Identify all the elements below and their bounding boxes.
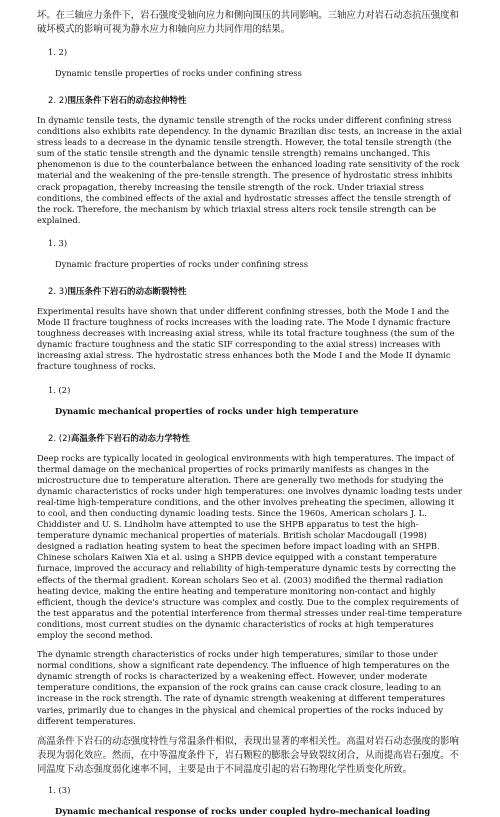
section-subtitle: Dynamic tensile properties of rocks under confining stress [55,68,302,78]
heading-text: 高温条件下岩石的动态力学特性 [70,433,190,444]
section-heading [48,286,465,298]
document-page [37,9,465,817]
body-paragraph: Experimental results have shown that under different confining stresses, both the Mode I and the Mode II fracture toughness of rocks increases with the loading rate. The Mode I dynamic fracture toughness decreases with increasing axial stress, while its total fracture toughness (the sum of the dynamic fracture toughness and the static SIF corresponding to the axial stress) increases with increasing axial stress. The hydrostatic stress enhances both the Mode I and the Mode II dynamic fracture toughness of rocks. [37,305,455,372]
section-subtitle: Dynamic fracture properties of rocks under confining stress [55,258,309,269]
list-number: 1. (2) [48,384,71,395]
body-paragraph: The dynamic strength characteristics of rocks under high temperatures, similar to those under normal conditions, show a significant rate dependency. The influence of high temperatures on the dynamic strength of rocks is characterized by a weakening effect. However, under moderate temperature conditions, the expansion of the rock grains can cause crack closure, leading to an increase in the rock strength. The rate of dynamic strength weakening at different temperatures varies, primarily due to changes in the physical and chemical properties of the rocks induced by different temperatures. [37,649,450,726]
body-paragraph: Deep rocks are typically located in geological environments with high temperatures. The impact of thermal damage on the mechanical properties of rocks primarily manifests as changes in the microstructure due to temperature alteration. There are generally two methods for studying the dynamic characteristics of rocks under high temperatures: one involves dynamic loading tests under real-time high-temperature conditions, and the other involves preheating the specimen, allowing it to cool, and then conducting dynamic loading tests. Since the 1960s, American scholars J. L. Chiddister and U. S. Lindholm have attempted to use the SHPB apparatus to test the high-temperature dynamic mechanical properties of materials. British scholar Macdougall (1998) designed a radiation heating system to heat the specimen before impact loading with an SHPB. Chinese scholars Kaiwen Xia et al. using a SHPB device equipped with a constant temperature furnace, improved the accuracy and reliability of high-temperature dynamic tests by correcting the effects of the thermal gradient. Korean scholars Seo et al. (2003) modified the thermal radiation heating device, making the entire heating and temperature monitoring non-contact and highly efficient, though the device's structure was complex and costly. Due to the complex requirements of the test apparatus and the potential interference from thermal stresses under real-time temperature conditions, most current studies on the dynamic characteristics of rocks at high temperatures employ the second method. [37,452,463,640]
heading-text: 围压条件下岩石的动态拉伸特性 [67,96,187,106]
list-number: 1. 3) [48,237,68,248]
list-number: 1. (3) [48,784,71,795]
heading-text: 围压条件下岩石的动态断裂特性 [67,286,187,297]
section-subtitle: Dynamic mechanical response of rocks under coupled hydro-mechanical loading [55,805,431,816]
body-paragraph: In dynamic tensile tests, the dynamic tensile strength of the rocks under different confining stress conditions also exhibits rate dependency. In the dynamic Brazilian disc tests, an increase in the axial stress leads to a decrease in the dynamic tensile strength. However, the total tensile strength (the sum of the static tensile strength and the dynamic tensile strength) remains unchanged. This phenomenon is due to the counterbalance between the enhanced loading rate sensitivity of the rock material and the weakening of the pre-tensile strength. The presence of hydrostatic stress inhibits crack propagation, thereby increasing the tensile strength of the rock. Under triaxial stress conditions, the combined effects of the axial and hydrostatic stresses affect the tensile strength of the rock. Therefore, the mechanism by which triaxial stress alters rock tensile strength can be explained. [37,115,462,225]
section-heading [48,95,465,107]
heading-number: 2. 2) [48,96,68,106]
list-number: 1. 2) [48,47,68,57]
intro-paragraph-zh: 坏。在三轴应力条件下，岩石强度受轴向应力和侧向围压的共同影响。三轴应力对岩石动态抗压强度和破坏模式的影响可视为静水应力和轴向应力共同作用的结果。 [37,10,459,35]
heading-number: 2. (2) [48,433,71,444]
section-subtitle: Dynamic mechanical properties of rocks under high temperature [55,405,359,416]
heading-number: 2. 3) [48,286,68,297]
body-paragraph-zh: 高温条件下岩石的动态强度特性与常温条件相似，表现出显著的率相关性。高温对岩石动态强度的影响表现为弱化效应。然而，在中等温度条件下，岩石颗粒的膨胀会导致裂纹闭合，从而提高岩石强度。不同温度下动态强度弱化速率不同，主要是由于不同温度引起的岩石物理化学性质变化所致。 [37,735,459,775]
section-heading [48,433,465,445]
